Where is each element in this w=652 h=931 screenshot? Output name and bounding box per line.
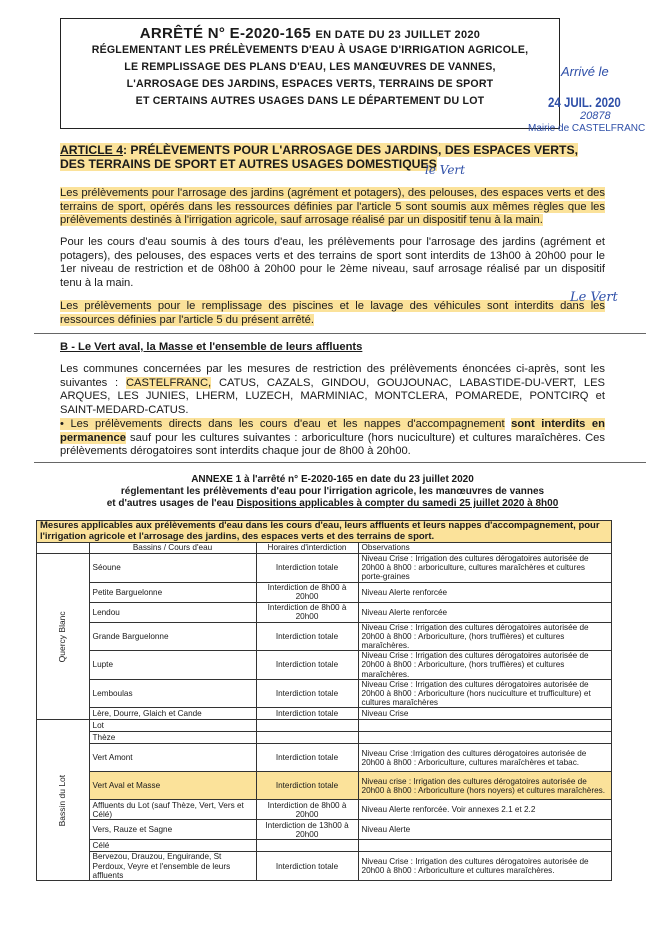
annex-line-2: réglementant les prélèvements d'eau pour l'irrigation agricole, les manœuvres de vannes — [120, 486, 545, 497]
table-row — [37, 602, 612, 622]
cell-horaires: Interdiction totale — [256, 622, 358, 651]
cell-horaires: Interdiction totale — [256, 679, 358, 708]
title-prefix: ARRÊTÉ — [139, 25, 204, 42]
table-row — [37, 708, 612, 720]
table-row — [37, 651, 612, 680]
basin-group-label — [37, 554, 90, 720]
cell-observations — [358, 732, 611, 744]
cell-bassin: Lendou — [89, 602, 256, 622]
stamp-date: 24 JUIL. 2020 — [548, 94, 621, 110]
cell-horaires: Interdiction de 8h00 à 20h00 — [256, 582, 358, 602]
table-row — [37, 744, 612, 772]
header-line-1: RÉGLEMENTANT LES PRÉLÈVEMENTS D'EAU À USAGE D'IRRIGATION AGRICOLE, — [91, 44, 529, 56]
table-row — [37, 852, 612, 881]
cell-horaires — [256, 732, 358, 744]
table-row — [37, 840, 612, 852]
commune-castelfranc: CASTELFRANC, — [125, 376, 212, 389]
cell-bassin: Lemboulas — [89, 679, 256, 708]
section-b-paragraph-2 — [60, 418, 605, 459]
section-b-title: B - Le Vert aval, la Masse et l'ensemble de leurs affluents — [60, 341, 363, 353]
annex-line-3 — [60, 498, 605, 510]
cell-observations — [358, 840, 611, 852]
forbidden-permanently: sont interdits en permanence — [60, 418, 605, 444]
decree-title — [67, 25, 553, 42]
header-observations: Observations — [358, 543, 611, 554]
header-line-3: L'ARROSAGE DES JARDINS, ESPACES VERTS, TERRAINS DE SPORT — [126, 78, 494, 90]
cell-bassin: Petite Barguelonne — [89, 582, 256, 602]
basin-group-label — [37, 720, 90, 881]
annex-line-3a: et d'autres usages de l'eau — [106, 498, 234, 509]
communes-list: CATUS, CAZALS, GINDOU, GOUJOUNAC, LABASTIDE-DU-VERT, LES ARQUES, LES JUNIES, LHERM, LUZECH, MARMINIAC, MONTCLERA, POMAREDE, PONTCIRQ et SAINT-MEDARD-CATUS. — [60, 376, 605, 416]
table-row — [37, 720, 612, 732]
header-horaires: Horaires d'interdiction — [256, 543, 358, 554]
stamp-number: 20878 — [580, 110, 611, 122]
cell-observations: Niveau Crise :Irrigation des cultures dérogatoires autorisée de 20h00 à 8h00 : Arboriculture, cultures maraîchères et tabac. — [358, 744, 611, 772]
exemptions-text: sauf pour les cultures suivantes : arboriculture (hors nuciculture) et cultures maraîchères. Ces prélèvements dérogatoires sont interdits chaque jour de 8h00 à 20h00. — [60, 431, 605, 457]
cell-observations: Niveau Alerte renforcée — [358, 582, 611, 602]
cell-horaires — [256, 720, 358, 732]
article-4-label: ARTICLE 4 — [60, 143, 123, 157]
basin-group-name: Quercy Blanc — [57, 611, 68, 663]
annotation-le-vert-2: Le Vert — [570, 290, 618, 305]
cell-observations: Niveau Alerte renforcée — [358, 602, 611, 622]
header-line-4: ET CERTAINS AUTRES USAGES DANS LE DÉPARTEMENT DU LOT — [135, 95, 485, 107]
cell-bassin: Grande Barguelonne — [89, 622, 256, 651]
table-row — [37, 582, 612, 602]
article-4-paragraph-3 — [60, 300, 605, 327]
cell-bassin: Célé — [89, 840, 256, 852]
cell-bassin: Vert Aval et Masse — [89, 772, 256, 800]
table-row — [37, 622, 612, 651]
article-4-title: : PRÉLÈVEMENTS POUR L'ARROSAGE DES JARDINS, DES ESPACES VERTS, DES TERRAINS DE SPORT ET AUTRES USAGES DOMESTIQUES — [60, 143, 579, 171]
article-4-heading — [60, 143, 600, 171]
cell-observations: Niveau crise : Irrigation des cultures dérogatoires autorisée de 20h00 à 8h00 : Arboriculture (hors noyers) et cultures maraîchères. — [358, 772, 611, 800]
section-b-paragraph-1 — [60, 363, 605, 417]
cell-horaires: Interdiction de 8h00 à 20h00 — [256, 800, 358, 820]
article-4-paragraph-2: Pour les cours d'eau soumis à des tours d'eau, les prélèvements pour l'arrosage des jardins (agrément et potagers), des pelouses, des espaces verts et des terrains de sport sont interdits de 13h00 à 20h00 pour le 1er niveau de restriction et de 08h00 à 20h00 pour le 2ème niveau, sauf arrosage réalisé par un dispositif tenu à la main. — [60, 236, 605, 289]
cell-bassin: Vert Amont — [89, 744, 256, 772]
cell-bassin: Séoune — [89, 554, 256, 583]
cell-bassin: Affluents du Lot (sauf Thèze, Vert, Vers et Célé) — [89, 800, 256, 820]
cell-horaires: Interdiction totale — [256, 772, 358, 800]
divider — [34, 333, 646, 334]
stamp-arrive: Arrivé le — [561, 64, 609, 79]
cell-bassin: Bervezou, Drauzou, Enguirande, St Perdoux, Veyre et l'ensemble de leurs affluents — [89, 852, 256, 881]
article-4-paragraph-1 — [60, 187, 605, 228]
table-row — [37, 732, 612, 744]
cell-bassin: Vers, Rauze et Sagne — [89, 820, 256, 840]
cell-observations: Niveau Alerte renforcée. Voir annexes 2.1 et 2.2 — [358, 800, 611, 820]
article-4-p3-text: Les prélèvements pour le remplissage des piscines et le lavage des véhicules sont interdits dans les ressources définies par l'article 5 du présent arrêté. — [60, 300, 605, 326]
title-number: N° E-2020-165 — [207, 25, 312, 42]
cell-horaires — [256, 840, 358, 852]
basin-group-name: Bassin du Lot — [57, 774, 68, 826]
annex-heading — [60, 474, 605, 510]
annex-line-1: ANNEXE 1 à l'arrêté n° E-2020-165 en date du 23 juillet 2020 — [191, 474, 474, 485]
cell-observations: Niveau Crise — [358, 708, 611, 720]
cell-horaires: Interdiction de 13h00 à 20h00 — [256, 820, 358, 840]
cell-horaires: Interdiction totale — [256, 708, 358, 720]
table-caption: Mesures applicables aux prélèvements d'eau dans les cours d'eau, leurs affluents et leurs nappes d'accompagnement, pour l'irrigation agricole et l'arrosage des jardins, des espaces verts et des terrains de sport. — [37, 521, 612, 543]
table-row — [37, 772, 612, 800]
cell-observations: Niveau Crise : Irrigation des cultures dérogatoires autorisée de 20h00 à 8h00 : Arboriculture (hors nuciculture et trufficulture) et cultures maraîchères — [358, 679, 611, 708]
restrictions-table — [36, 520, 612, 881]
stamp-mairie: Mairie de CASTELFRANC — [528, 123, 646, 134]
cell-horaires: Interdiction totale — [256, 852, 358, 881]
table-row — [37, 800, 612, 820]
header-line-2: LE REMPLISSAGE DES PLANS D'EAU, LES MANŒUVRES DE VANNES, — [124, 61, 496, 73]
table-row — [37, 679, 612, 708]
header-spacer — [37, 543, 90, 554]
cell-bassin: Lot — [89, 720, 256, 732]
cell-bassin: Lère, Dourre, Glaich et Cande — [89, 708, 256, 720]
cell-horaires: Interdiction totale — [256, 744, 358, 772]
table-header-row — [37, 543, 612, 554]
table-row — [37, 554, 612, 583]
decree-header — [60, 18, 560, 129]
annotation-le-vert-1: le Vert — [425, 163, 465, 177]
article-4-p1-text: Les prélèvements pour l'arrosage des jardins (agrément et potagers), des pelouses, des espaces verts et des terrains de sport, opérés dans les ressources définies par l'article 5 sont soumis aux mêmes règles que les prélèvements destinés à l'irrigation agricole, sauf arrosage réalisé par un dispositif tenu à la main. — [60, 187, 605, 226]
table-row — [37, 820, 612, 840]
cell-observations: Niveau Crise : Irrigation des cultures dérogatoires autorisée de 20h00 à 8h00 : Arboriculture, (hors truffières) et cultures maraîchères. — [358, 622, 611, 651]
cell-observations: Niveau Crise : Irrigation des cultures dérogatoires autorisée de 20h00 à 8h00 : Arboriculture et cultures maraîchères. — [358, 852, 611, 881]
header-bassins: Bassins / Cours d'eau — [89, 543, 256, 554]
cell-bassin: Lupte — [89, 651, 256, 680]
communes-lead: Les communes concernées par les mesures de restriction des prélèvements énoncées ci-après, sont les suivantes : — [60, 363, 605, 389]
cell-horaires: Interdiction de 8h00 à 20h00 — [256, 602, 358, 622]
divider-annex — [34, 462, 646, 463]
cell-observations: Niveau Alerte — [358, 820, 611, 840]
annex-dispositions: Dispositions applicables à compter du samedi 25 juillet 2020 à 8h00 — [236, 498, 559, 509]
cell-observations — [358, 720, 611, 732]
cell-bassin: Thèze — [89, 732, 256, 744]
cell-observations: Niveau Crise : Irrigation des cultures dérogatoires autorisée de 20h00 à 8h00 : Arboriculture, (hors truffières) et cultures maraîchères. — [358, 651, 611, 680]
direct-withdrawals-text: • Les prélèvements directs dans les cours d'eau et les nappes d'accompagnement — [60, 418, 505, 430]
title-date: EN DATE DU 23 JUILLET 2020 — [315, 29, 481, 41]
cell-observations: Niveau Crise : Irrigation des cultures dérogatoires autorisée de 20h00 à 8h00 : arboriculture, cultures maraîchères et cultures porte-graines — [358, 554, 611, 583]
cell-horaires: Interdiction totale — [256, 554, 358, 583]
cell-horaires: Interdiction totale — [256, 651, 358, 680]
